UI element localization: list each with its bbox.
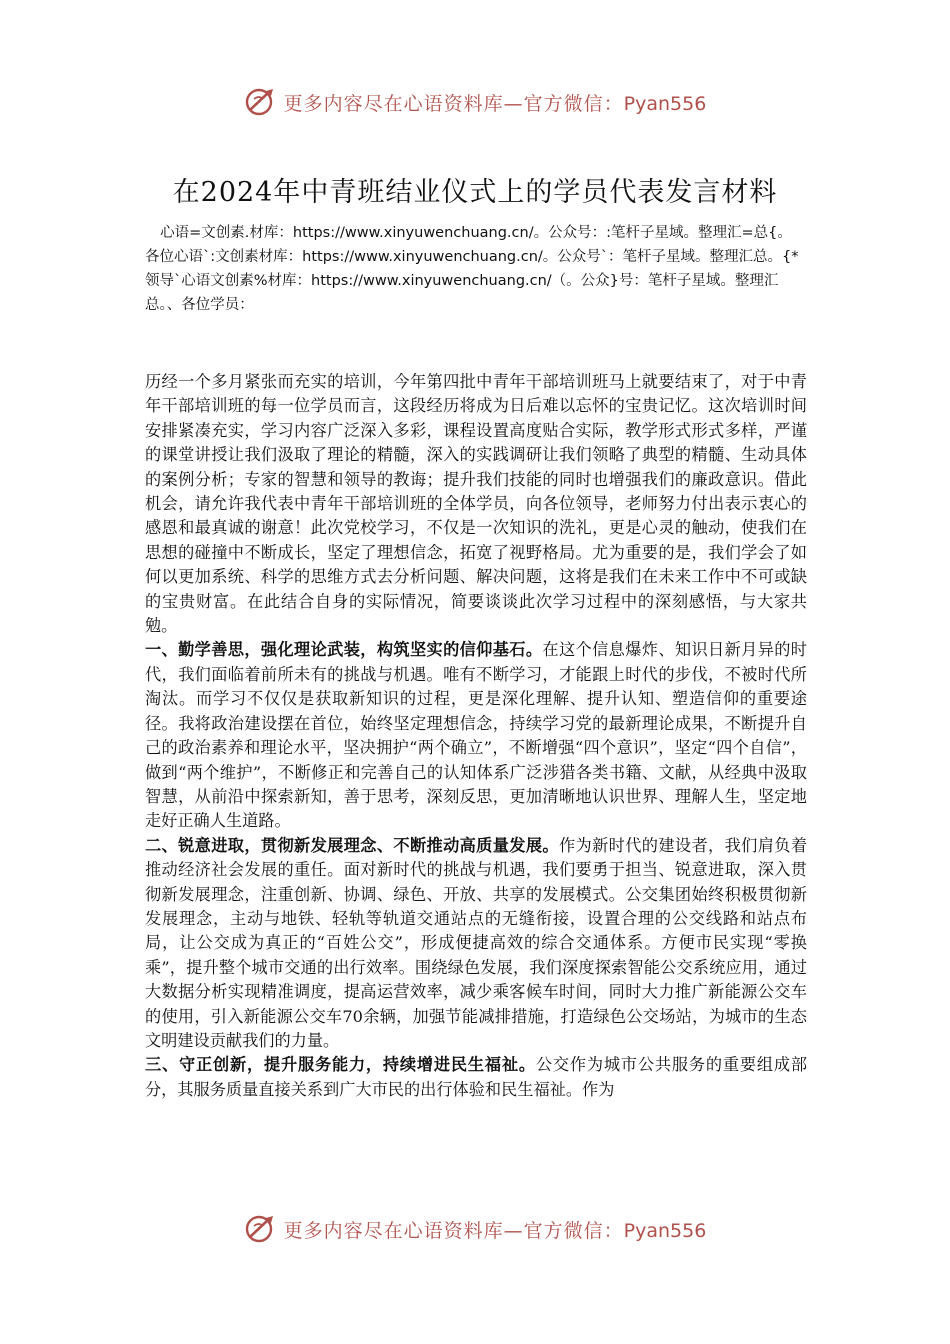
banner-text: 更多内容尽在心语资料库—官方微信：Pyan556 [283,1219,707,1242]
section-1-heading: 一、勤学善思，强化理论武装，构筑坚实的信仰基石。 [145,640,543,660]
wechat-id: Pyan556 [623,1219,707,1242]
logo-icon [244,1212,278,1246]
section-2-text: 作为新时代的建设者，我们肩负着推动经济社会发展的重任。面对新时代的挑战与机遇，我们要勇于担当、锐意进取，深入贯彻新发展理念，注重创新、协调、绿色、开放、共享的发展模式。公交集团始终积极贯彻新发展理念，主动与地铁、轻轨等轨道交通站点的无缝衔接，设置合理的公交线路和站点布局，让公交成为真正的“百姓公交”，形成便捷高效的综合交通体系。方便市民实现“零换乘”，提升整个城市交通的出行效率。围绕绿色发展，我们深度探索智能公交系统应用，通过大数据分析实现精准调度，提高运营效率，减少乘客候车时间，同时大力推广新能源公交车的使用，引入新能源公交车70余辆，加强节能减排措施，打造绿色公交场站，为城市的生态文明建设贡献我们的力量。 [145,835,808,1050]
banner-text: 更多内容尽在心语资料库—官方微信：Pyan556 [283,92,707,115]
section-2-heading: 二、锐意进取，贯彻新发展理念、不断推动高质量发展。 [145,835,559,855]
page-title: 在2024年中青班结业仪式上的学员代表发言材料 [172,177,778,209]
section-3 [145,1053,807,1102]
header-banner [0,82,950,122]
speech-body [145,370,807,1102]
section-1-text: 在这个信息爆炸、知识日新月异的时代，我们面临着前所未有的挑战与机遇。唯有不断学习，才能跟上时代的步伐，不被时代所淘汰。而学习不仅仅是获取新知识的过程，更是深化理解、提升认知、塑造信仰的重要途径。我将政治建设摆在首位，始终坚定理想信念，持续学习党的最新理论成果，不断提升自己的政治素养和理论水平，坚决拥护“两个确立”，不断增强“四个意识”，坚定“四个自信”，做到“两个维护”，不断修正和完善自己的认知体系广泛涉猎各类书籍、文献，从经典中汲取智慧，从前沿中探索新知，善于思考，深刻反思，更加清晰地认识世界、理解人生，坚定地走好正确人生道路。 [145,640,807,831]
intro-paragraph: 历经一个多月紧张而充实的培训，今年第四批中青年干部培训班马上就要结束了，对于中青年干部培训班的每一位学员而言，这段经历将成为日后难以忘怀的宝贵记忆。这次培训时间安排紧凑充实，学习内容广泛深入多彩，课程设置高度贴合实际，教学形式形式多样，严谨的课堂讲授让我们汲取了理论的精髓，深入的实践调研让我们领略了典型的精髓、生动具体的案例分析；专家的智慧和领导的教诲；提升我们技能的同时也增强我们的廉政意识。借此机会，请允许我代表中青年干部培训班的全体学员，向各位领导，老师努力付出表示衷心的感恩和最真诚的谢意！此次党校学习，不仅是一次知识的洗礼，更是心灵的触动，使我们在思想的碰撞中不断成长，坚定了理想信念，拓宽了视野格局。尤为重要的是，我们学会了如何以更加系统、科学的思维方式去分析问题、解决问题，这将是我们在未来工作中不可或缺的宝贵财富。在此结合自身的实际情况，简要谈谈此次学习过程中的深刻感悟，与大家共勉。 [145,372,807,636]
source-line-1: 心语=文创素.材库：https://www.xinyuwenchuang.cn/。公众号：:笔杆子星域。整理汇=总{。 [160,225,792,241]
section-1 [145,638,807,833]
section-2 [145,834,807,1054]
footer-banner [0,1209,950,1249]
section-3-heading: 三、守正创新，提升服务能力，持续增进民生福祉。 [145,1055,536,1075]
wechat-id: Pyan556 [623,92,707,115]
source-line-2: 各位心语`:文创素材库：https://www.xinyuwenchuang.cn/。公众号`：笔杆子星域。整理汇总。{*领导`心语文创素%材库：https://www.xinyuwenchuang.cn/（。公众}号：笔杆子星域。整理汇总。、各位学员： [145,249,799,313]
section-3-text: 公交作为城市公共服务的重要组成部分，其服务质量直接关系到广大市民的出行体验和民生福祉。作为 [145,1055,808,1099]
source-notice [145,221,807,317]
logo-icon [244,85,278,119]
